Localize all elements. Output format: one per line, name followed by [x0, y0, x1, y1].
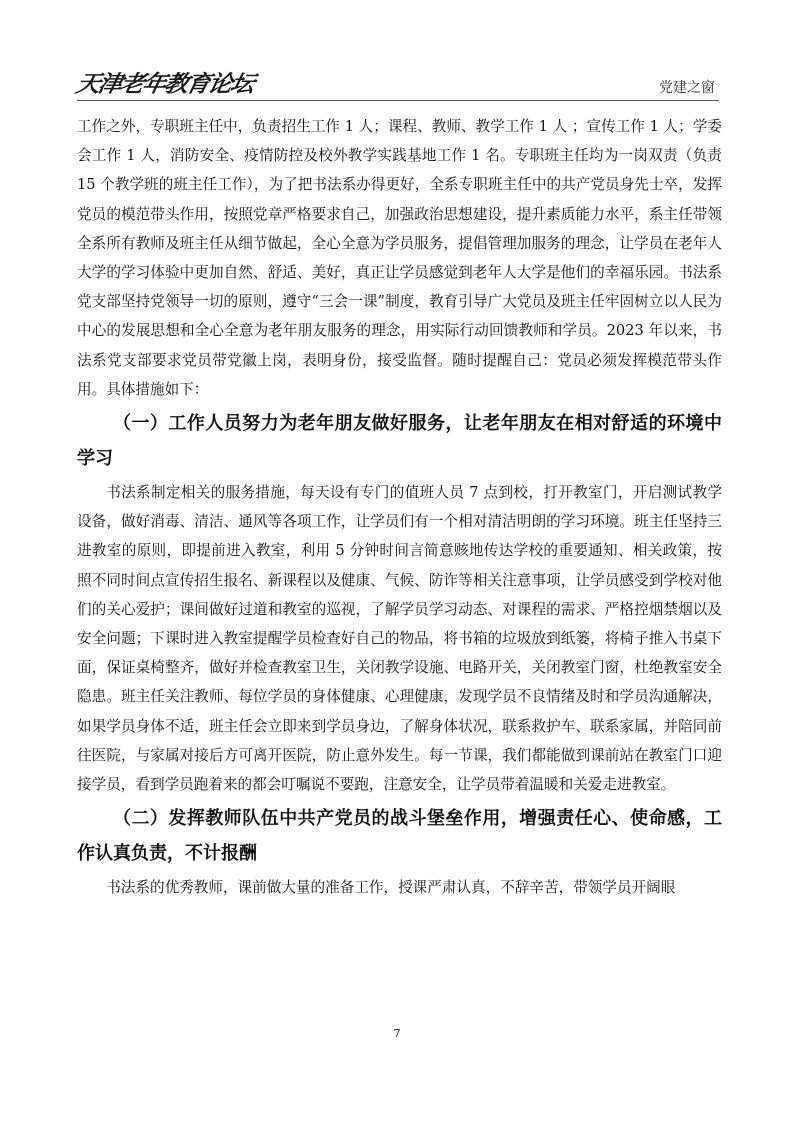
section-title: 党建之窗 [659, 80, 715, 96]
body-paragraph-2: 书法系制定相关的服务措施，每天设有专门的值班人员 7 点到校，打开教室门，开启测试教学设备，做好消毒、清洁、通风等各项工作，让学员们有一个相对清洁明朗的学习环境。班主任坚持三进教室的原则，即提前进入教室，利用 5 分钟时间言简意赅地传达学校的重要通知、相关政策，按照不同时间点宣传招生报名、新课程以及健康、气候、防诈等相关注意事项，让学员感受到学校对他们的关心爱护；课间做好过道和教室的巡视，了解学员学习动态、对课程的需求、严格控烟禁烟以及安全问题；下课时进入教室提醒学员检查好自己的物品，将书箱的垃圾放到纸篓，将椅子推入书桌下面，保证桌椅整齐，做好并检查教室卫生，关闭教学设施、电路开关，关闭教室门窗，杜绝教室安全隐患。班主任关注教师、每位学员的身体健康、心理健康，发现学员不良情绪及时和学员沟通解决，如果学员身体不适，班主任会立即来到学员身边，了解身体状况，联系救护车、联系家属，并陪同前往医院，与家属对接后方可离开医院，防止意外发生。每一节课，我们都能做到课前站在教室门口迎接学员，看到学员跑着来的都会叮嘱说不要跑，注意安全，让学员带着温暖和关爱走进教室。 [77, 484, 722, 794]
section-heading-2: （二）发挥教师队伍中共产党员的战斗堡垒作用，增强责任心、使命感，工作认真负责，不计报酬 [77, 808, 722, 865]
article-body [77, 112, 722, 902]
body-paragraph-3: 书法系的优秀教师，课前做大量的准备工作，授课严肃认真，不辞辛苦，带领学员开阔眼 [106, 879, 676, 897]
body-paragraph-1: 工作之外，专职班主任中，负责招生工作 1 人；课程、教师、教学工作 1 人 ；宣传工作 1 人；学委会工作 1 人，消防安全、疫情防控及校外教学实践基地工作 1 名。专职班主任均为一岗双责（负责 15 个教学班的班主任工作），为了把书法系办得更好，全系专职班主任中的共产党员身先士卒，发挥党员的模范带头作用，按照党章严格要求自己，加强政治思想建设，提升素质能力水平，系主任带领全系所有教师及班主任从细节做起，全心全意为学员服务，提倡管理加服务的理念，让学员在老年人大学的学习体验中更加自然、舒适、美好，真正让学员感觉到老年人大学是他们的幸福乐园。书法系党支部坚持党领导一切的原则，遵守“三会一课”制度，教育引导广大党员及班主任牢固树立以人民为中心的发展思想和全心全意为老年朋友服务的理念，用实际行动回馈教师和学员。2023 年以来，书法系党支部要求党员带党徽上岗，表明身份，接受监督。随时提醒自己：党员必须发挥模范带头作用。具体措施如下： [77, 118, 722, 398]
page-header [73, 62, 719, 102]
page-number: 7 [393, 1027, 401, 1040]
section-heading-1: （一）工作人员努力为老年朋友做好服务，让老年朋友在相对舒适的环境中学习 [77, 413, 722, 470]
header-divider [77, 100, 719, 101]
journal-logo: 天津老年教育论坛 [73, 69, 256, 98]
